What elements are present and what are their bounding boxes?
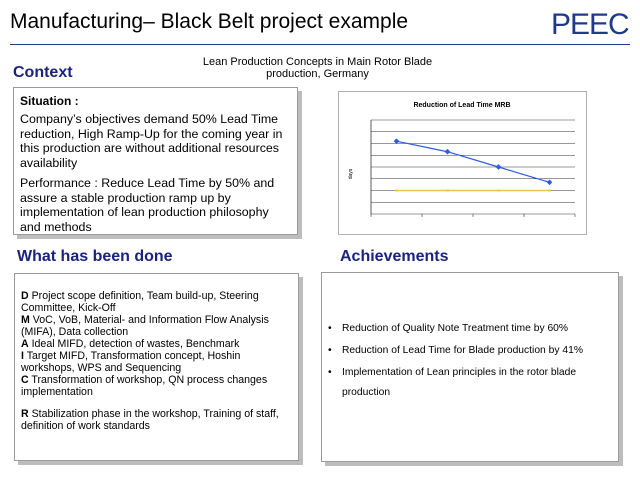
chart-point [446,190,449,192]
lead-time-chart [338,91,587,235]
title-divider [10,44,630,45]
lead-time-chart-svg [339,92,586,234]
chart-point [395,190,398,192]
context-box [13,87,298,235]
achievements-heading: Achievements [340,248,449,265]
chart-point [445,149,451,155]
achievement-item [328,341,612,361]
done-item-d [21,290,292,314]
done-letter: C [21,374,29,386]
bullet-icon: • [328,345,332,356]
done-text: Ideal MIFD, detection of wastes, Benchmark [28,338,240,350]
done-text: Target MIFD, Transformation concept, Hoshin workshops, WPS and Sequencing [21,350,241,374]
done-box [14,273,299,461]
done-item-m [21,314,292,338]
done-text: VoC, VoB, Material- and Information Flow Analysis (MIFA), Data collection [21,314,269,338]
done-letter: M [21,314,30,326]
achievements-box [321,272,619,462]
project-subtitle: Lean Production Concepts in Main Rotor Blade production, Germany [202,56,433,80]
done-text: Project scope definition, Team build-up, Steering Committee, Kick-Off [21,290,259,314]
chart-point [394,138,400,144]
chart-point [548,190,551,192]
chart-series-line-1 [397,141,550,182]
done-letter: A [21,338,29,350]
done-letter: D [21,290,29,302]
page-title: Manufacturing– Black Belt project example [10,10,409,33]
chart-title: Reduction of Lead Time MRB [413,102,511,109]
situation-text: Company’s objectives demand 50% Lead Time reduction, High Ramp-Up for the coming year in this production are without additional resources availability [20,112,283,170]
bullet-icon: • [328,367,332,378]
performance-text: Performance : Reduce Lead Time by 50% and assure a stable production ramp up by implementation of lean production philosophy and methods [20,176,275,234]
achievement-item [328,363,612,403]
situation-label: Situation : [20,94,79,108]
achievement-text: Implementation of Lean principles in the rotor blade production [342,367,577,398]
chart-point [496,164,502,170]
done-heading: What has been done [17,248,173,265]
done-letter: I [21,350,24,362]
done-item-a [21,338,292,350]
done-letter: R [21,408,29,420]
bullet-icon: • [328,323,332,334]
done-text: Transformation of workshop, QN process changes implementation [21,374,268,398]
achievement-item [328,319,612,339]
done-item-i [21,350,292,374]
chart-ylabel: days [348,168,354,180]
done-text: Stabilization phase in the workshop, Training of staff, definition of work standards [21,408,279,432]
peec-logo: PEEC [551,8,629,41]
done-item-c [21,374,292,398]
chart-point [497,190,500,192]
chart-point [547,179,553,185]
context-heading: Context [13,64,73,81]
done-item-r [21,408,292,432]
achievement-text: Reduction of Quality Note Treatment time by 60% [342,323,569,334]
achievement-text: Reduction of Lead Time for Blade production by 41% [342,345,583,356]
